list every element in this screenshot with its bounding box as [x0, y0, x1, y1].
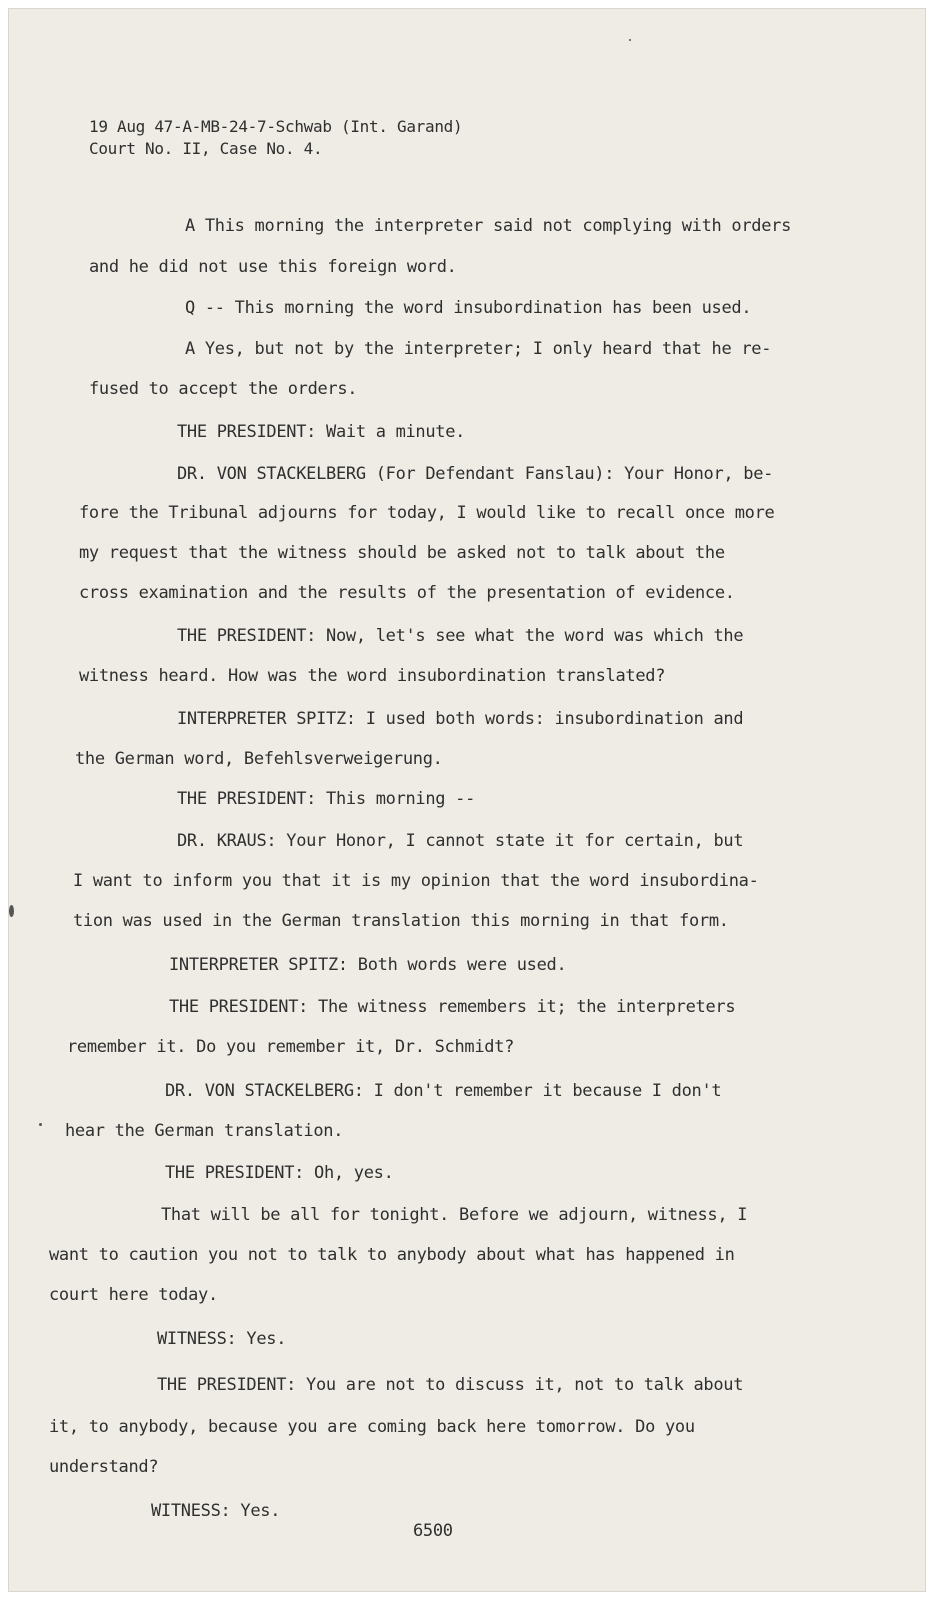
transcript-line: THE PRESIDENT: Now, let's see what the word was which the [177, 626, 744, 646]
transcript-line: tion was used in the German translation this morning in that form. [73, 911, 729, 931]
transcript-line: THE PRESIDENT: Wait a minute. [177, 422, 466, 442]
transcript-line: THE PRESIDENT: Oh, yes. [165, 1163, 394, 1183]
transcript-line: remember it. Do you remember it, Dr. Schmidt? [67, 1037, 515, 1057]
transcript-line: THE PRESIDENT: You are not to discuss it, not to talk about [157, 1375, 744, 1395]
transcript-line: hear the German translation. [65, 1121, 344, 1141]
transcript-line: THE PRESIDENT: The witness remembers it; the interpreters [169, 997, 736, 1017]
transcript-line: DR. VON STACKELBERG: I don't remember it because I don't [165, 1081, 722, 1101]
transcript-line: fused to accept the orders. [89, 379, 358, 399]
transcript-line: and he did not use this foreign word. [89, 257, 457, 277]
document-page [8, 8, 926, 1592]
transcript-line: the German word, Befehlsverweigerung. [75, 749, 443, 769]
transcript-line: A This morning the interpreter said not complying with orders [185, 216, 792, 236]
scan-speck [629, 39, 631, 41]
transcript-line: WITNESS: Yes. [151, 1501, 281, 1521]
transcript-line: INTERPRETER SPITZ: Both words were used. [169, 955, 567, 975]
header-line-court-case: Court No. II, Case No. 4. [89, 139, 323, 158]
transcript-line: I want to inform you that it is my opinion that the word insubordina- [73, 871, 759, 891]
transcript-line: understand? [49, 1457, 159, 1477]
transcript-line: DR. KRAUS: Your Honor, I cannot state it for certain, but [177, 831, 744, 851]
transcript-line: want to caution you not to talk to anybody about what has happened in [49, 1245, 735, 1265]
transcript-line: INTERPRETER SPITZ: I used both words: insubordination and [177, 709, 744, 729]
page-number: 6500 [413, 1521, 453, 1541]
transcript-line: cross examination and the results of the presentation of evidence. [79, 583, 735, 603]
transcript-line: THE PRESIDENT: This morning -- [177, 789, 476, 809]
transcript-line: fore the Tribunal adjourns for today, I would like to recall once more [79, 503, 775, 523]
transcript-line: Q -- This morning the word insubordination has been used. [185, 298, 752, 318]
transcript-line: my request that the witness should be asked not to talk about the [79, 543, 725, 563]
transcript-line: WITNESS: Yes. [157, 1329, 287, 1349]
header-line-date-reference: 19 Aug 47-A-MB-24-7-Schwab (Int. Garand) [89, 117, 463, 136]
transcript-line: A Yes, but not by the interpreter; I only heard that he re- [185, 339, 772, 359]
transcript-line: witness heard. How was the word insubordination translated? [79, 666, 666, 686]
transcript-line: court here today. [49, 1285, 218, 1305]
scan-speck [39, 1123, 42, 1126]
transcript-line: it, to anybody, because you are coming back here tomorrow. Do you [49, 1417, 695, 1437]
transcript-line: That will be all for tonight. Before we adjourn, witness, I [161, 1205, 748, 1225]
scan-speck [9, 905, 14, 917]
transcript-line: DR. VON STACKELBERG (For Defendant Fanslau): Your Honor, be- [177, 464, 774, 484]
